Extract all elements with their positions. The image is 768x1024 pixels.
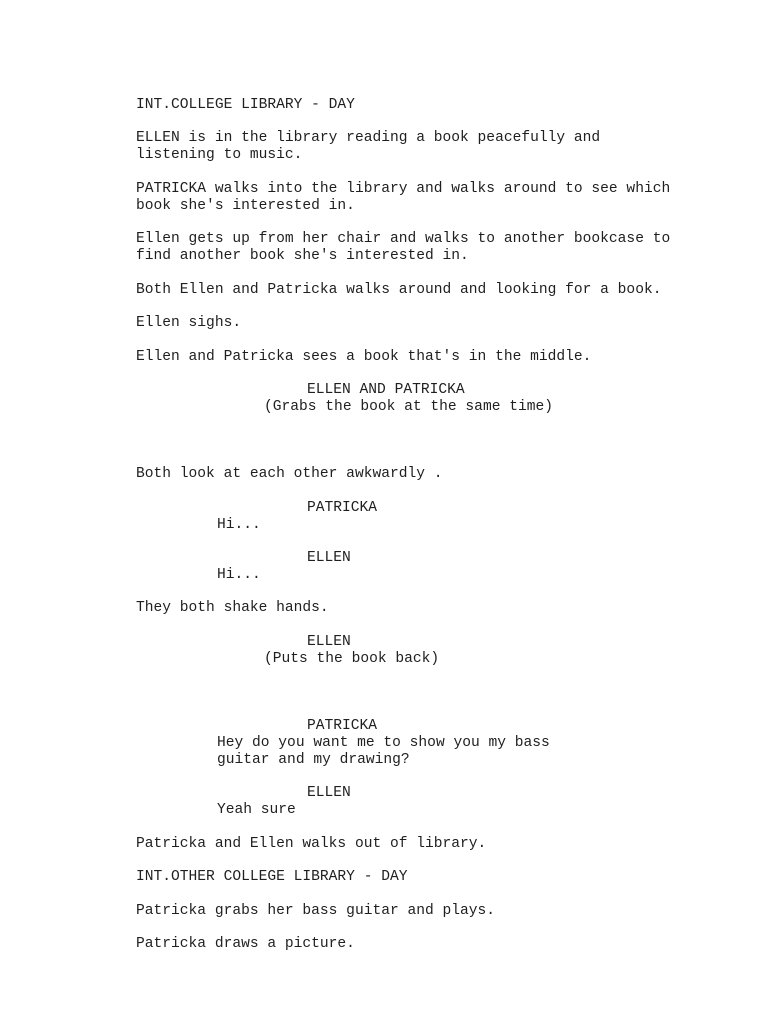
action-line: Both look at each other awkwardly .: [136, 466, 443, 482]
dialogue-line: Yeah sure: [217, 802, 296, 818]
action-line: PATRICKA walks into the library and walks around to see which: [136, 181, 671, 197]
action-line: Ellen sighs.: [136, 315, 242, 331]
parenthetical: (Grabs the book at the same time): [264, 399, 554, 415]
action-line: Ellen and Patricka sees a book that's in the middle.: [136, 349, 592, 365]
dialogue-line: guitar and my drawing?: [217, 752, 410, 768]
action-line: Patricka and Ellen walks out of library.: [136, 836, 487, 852]
action-line: They both shake hands.: [136, 600, 329, 616]
character-name: ELLEN AND PATRICKA: [307, 382, 465, 398]
parenthetical: (Puts the book back): [264, 651, 440, 667]
dialogue-line: Hi...: [217, 567, 261, 583]
action-line: Patricka grabs her bass guitar and plays.: [136, 903, 496, 919]
character-name: ELLEN: [307, 634, 351, 650]
dialogue-line: Hi...: [217, 517, 261, 533]
action-line: book she's interested in.: [136, 198, 355, 214]
character-name: PATRICKA: [307, 718, 378, 734]
character-name: PATRICKA: [307, 500, 378, 516]
character-name: ELLEN: [307, 550, 351, 566]
scene-heading: INT.COLLEGE LIBRARY - DAY: [136, 97, 355, 113]
action-line: Both Ellen and Patricka walks around and looking for a book.: [136, 282, 662, 298]
scene-heading: INT.OTHER COLLEGE LIBRARY - DAY: [136, 869, 408, 885]
action-line: find another book she's interested in.: [136, 248, 469, 264]
dialogue-line: Hey do you want me to show you my bass: [217, 735, 550, 751]
action-line: ELLEN is in the library reading a book peacefully and: [136, 130, 601, 146]
action-line: listening to music.: [136, 147, 303, 163]
character-name: ELLEN: [307, 785, 351, 801]
action-line: Ellen gets up from her chair and walks to another bookcase to: [136, 231, 671, 247]
action-line: Patricka draws a picture.: [136, 936, 355, 952]
